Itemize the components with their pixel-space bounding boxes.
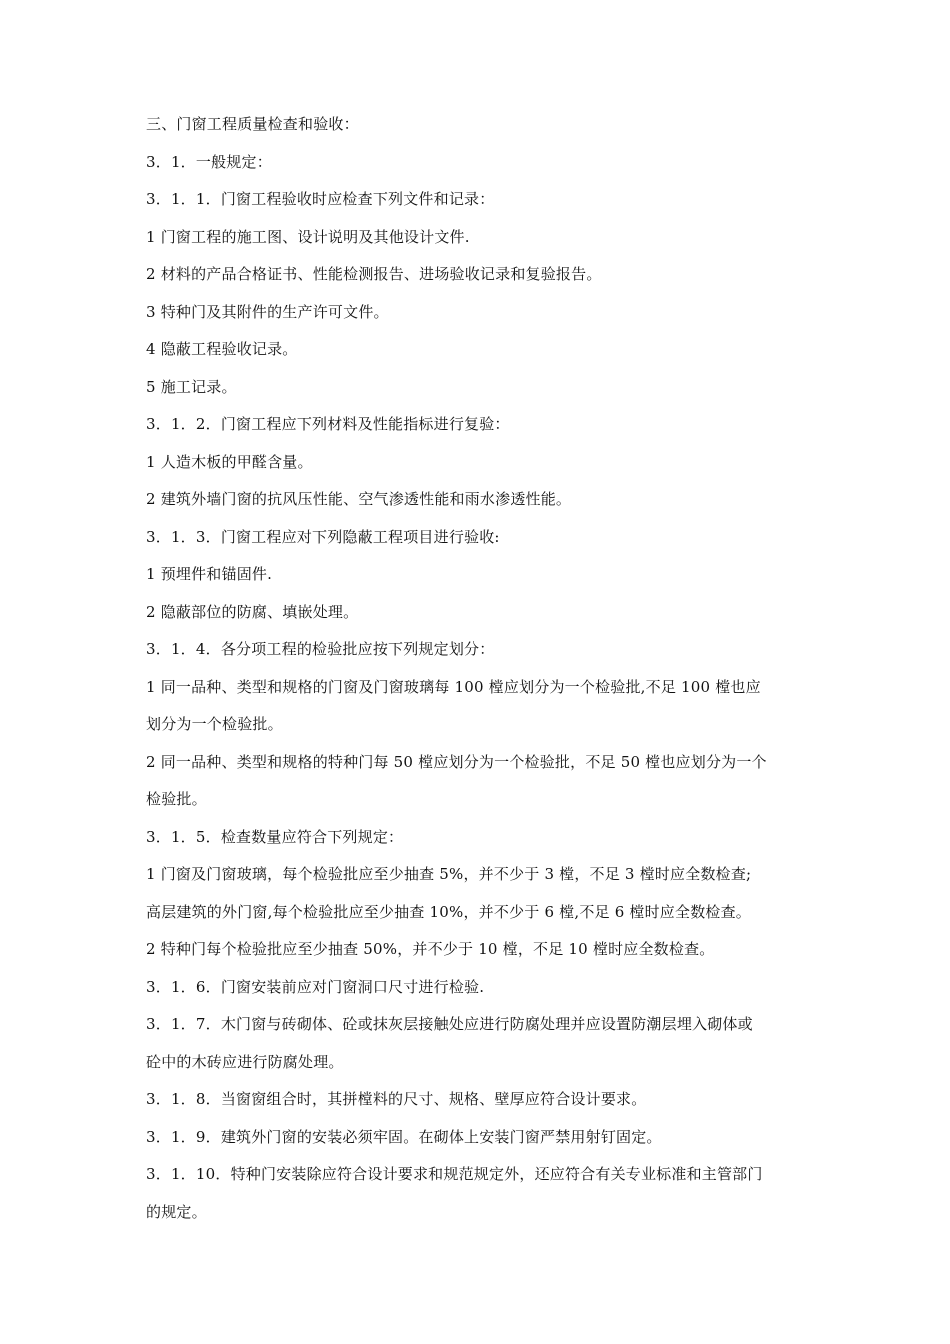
- clause-continuation: 砼中的木砖应进行防腐处理。: [146, 1052, 344, 1071]
- list-item-continuation: 检验批。: [146, 790, 207, 808]
- list-item-continuation: 划分为一个检验批。: [146, 715, 283, 733]
- clause-continuation: 的规定。: [146, 1202, 207, 1221]
- list-item: 5 施工记录。: [146, 377, 237, 396]
- clause-heading: 3．1．5．检查数量应符合下列规定：: [146, 827, 404, 846]
- clause-heading: 3．1．4．各分项工程的检验批应按下列规定划分：: [146, 640, 495, 658]
- list-item: 1 人造木板的甲醛含量。: [146, 452, 313, 471]
- clause-heading: 3．1．1．门窗工程验收时应检查下列文件和记录：: [146, 190, 495, 208]
- clause-heading: 3．1．7．木门窗与砖砌体、砼或抹灰层接触处应进行防腐处理并应设置防潮层埋入砌体或: [146, 1015, 753, 1033]
- list-item: 2 建筑外墙门窗的抗风压性能、空气渗透性能和雨水渗透性能。: [146, 490, 572, 508]
- document-body: [146, 106, 816, 1231]
- clause-heading: 3．1．3．门窗工程应对下列隐蔽工程项目进行验收:: [146, 527, 500, 546]
- list-item: 2 隐蔽部位的防腐、填嵌处理。: [146, 602, 359, 621]
- section-heading: 三、门窗工程质量检查和验收：: [146, 115, 359, 133]
- list-item: 4 隐蔽工程验收记录。: [146, 340, 298, 358]
- list-item: 2 同一品种、类型和规格的特种门每 50 樘应划分为一个检验批，不足 50 樘也应划分为一个: [146, 752, 767, 771]
- list-item: 1 同一品种、类型和规格的门窗及门窗玻璃每 100 樘应划分为一个检验批,不足 100 樘也应: [146, 677, 761, 696]
- list-item: 2 特种门每个检验批应至少抽查 50%，并不少于 10 樘，不足 10 樘时应全数检查。: [146, 940, 715, 958]
- subsection-heading: 3．1．一般规定：: [146, 152, 272, 171]
- list-item: 2 材料的产品合格证书、性能检测报告、进场验收记录和复验报告。: [146, 265, 602, 283]
- clause-heading: 3．1．9．建筑外门窗的安装必须牢固。在砌体上安装门窗严禁用射钉固定。: [146, 1127, 662, 1146]
- list-item: 1 门窗工程的施工图、设计说明及其他设计文件.: [146, 227, 470, 246]
- clause-heading: 3．1．6．门窗安装前应对门窗洞口尺寸进行检验.: [146, 977, 485, 996]
- clause-heading: 3．1．8．当窗窗组合时，其拼樘料的尺寸、规格、壁厚应符合设计要求。: [146, 1090, 647, 1108]
- list-item: 1 门窗及门窗玻璃，每个检验批应至少抽查 5%，并不少于 3 樘，不足 3 樘时应全数检查;: [146, 865, 752, 883]
- list-item-continuation: 高层建筑的外门窗,每个检验批应至少抽查 10%，并不少于 6 樘,不足 6 樘时应全数检查。: [146, 902, 752, 921]
- list-item: 1 预埋件和锚固件.: [146, 565, 273, 583]
- list-item: 3 特种门及其附件的生产许可文件。: [146, 302, 389, 321]
- clause-heading: 3．1．10．特种门安装除应符合设计要求和规范规定外，还应符合有关专业标准和主管部门: [146, 1165, 763, 1183]
- clause-heading: 3．1．2．门窗工程应下列材料及性能指标进行复验：: [146, 415, 510, 433]
